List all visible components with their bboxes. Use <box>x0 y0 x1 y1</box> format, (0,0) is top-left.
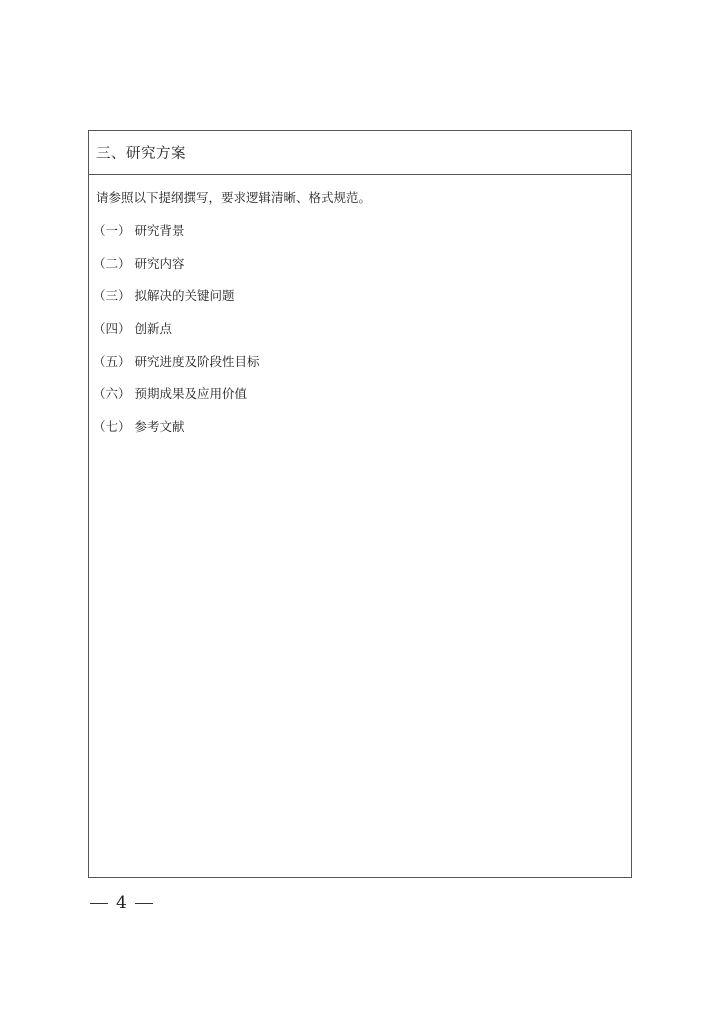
page-footer <box>90 893 153 913</box>
outline-item-schedule <box>93 353 631 371</box>
instruction-text: 请参照以下提纲撰写，要求逻辑清晰、格式规范。 <box>96 190 372 205</box>
outline-number: （六） <box>93 386 131 402</box>
outline-number: （四） <box>93 321 131 337</box>
footer-dash-left <box>90 903 108 904</box>
outline-item-expected-results <box>93 385 631 403</box>
outline-label: 预期成果及应用价值 <box>134 386 248 402</box>
outline-label: 创新点 <box>134 321 173 337</box>
outline-label: 参考文献 <box>134 419 185 435</box>
outline-item-references <box>93 418 631 436</box>
outline-number: （五） <box>93 353 131 369</box>
research-plan-table <box>88 130 632 878</box>
outline-item-key-problems <box>93 287 631 305</box>
outline-list <box>93 222 631 436</box>
outline-item-background <box>93 222 631 240</box>
outline-label: 研究内容 <box>134 255 185 271</box>
outline-label: 研究背景 <box>134 223 185 238</box>
outline-item-innovation <box>93 320 631 338</box>
page-number: 4 <box>116 893 127 913</box>
footer-dash-right <box>135 903 153 904</box>
outline-number: （七） <box>93 419 131 435</box>
outline-number: （三） <box>93 288 131 304</box>
section-body[interactable] <box>89 175 631 436</box>
outline-label: 研究进度及阶段性目标 <box>134 353 260 369</box>
outline-number: （一） <box>93 223 131 238</box>
outline-number: （二） <box>93 255 131 271</box>
section-title: 三、研究方案 <box>96 146 186 162</box>
outline-item-content <box>93 255 631 273</box>
outline-label: 拟解决的关键问题 <box>134 288 235 304</box>
section-header <box>89 131 631 175</box>
